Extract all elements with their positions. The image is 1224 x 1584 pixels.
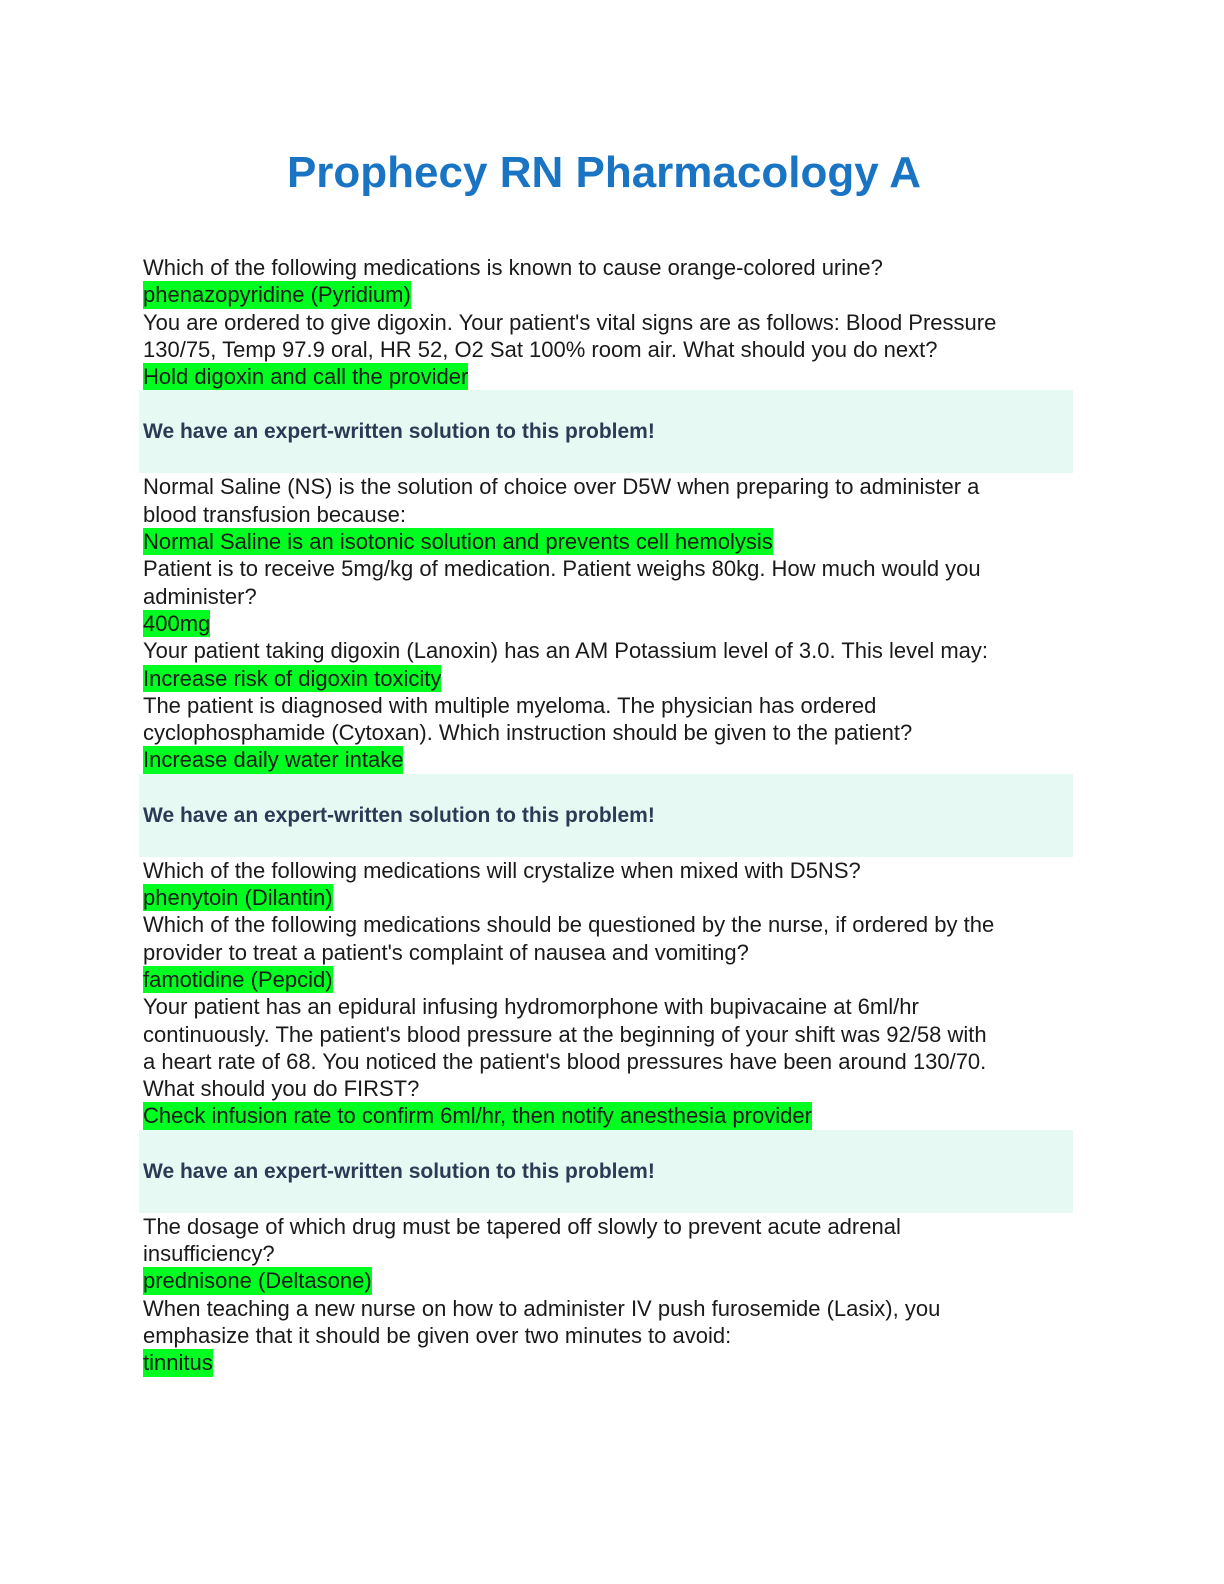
- answer-highlight: phenazopyridine (Pyridium): [143, 282, 411, 308]
- answer-highlight: Increase daily water intake: [143, 747, 404, 773]
- question-line: provider to treat a patient's complaint of nausea and vomiting?: [143, 939, 749, 965]
- page-title: Prophecy RN Pharmacology A: [286, 148, 922, 197]
- question-line: When teaching a new nurse on how to administer IV push furosemide (Lasix), you: [143, 1295, 941, 1321]
- answer-highlight: prednisone (Deltasone): [143, 1268, 372, 1294]
- question-line: insufficiency?: [143, 1241, 275, 1267]
- answer-highlight: Check infusion rate to confirm 6ml/hr, then notify anesthesia provider: [143, 1103, 812, 1129]
- solution-banner-text[interactable]: We have an expert-written solution to this problem!: [143, 803, 655, 827]
- question-line: a heart rate of 68. You noticed the patient's blood pressures have been around 130/70.: [143, 1048, 987, 1074]
- answer-highlight: tinnitus: [143, 1350, 213, 1376]
- answer-highlight: famotidine (Pepcid): [143, 966, 333, 992]
- question-line: What should you do FIRST?: [143, 1076, 420, 1102]
- question-line: Your patient has an epidural infusing hydromorphone with bupivacaine at 6ml/hr: [143, 994, 919, 1020]
- question-line: continuously. The patient's blood pressure at the beginning of your shift was 92/58 with: [143, 1021, 987, 1047]
- solution-banner[interactable]: [139, 1130, 1073, 1213]
- question-line: blood transfusion because:: [143, 501, 406, 527]
- answer-highlight: phenytoin (Dilantin): [143, 885, 333, 911]
- question-line: Your patient taking digoxin (Lanoxin) has an AM Potassium level of 3.0. This level may:: [143, 638, 989, 664]
- answer-highlight: Normal Saline is an isotonic solution and prevents cell hemolysis: [143, 529, 773, 555]
- question-line: 130/75, Temp 97.9 oral, HR 52, O2 Sat 100% room air. What should you do next?: [143, 336, 938, 362]
- question-line: Which of the following medications should be questioned by the nurse, if ordered by the: [143, 912, 995, 938]
- solution-banner[interactable]: [139, 774, 1073, 857]
- answer-highlight: 400mg: [143, 610, 211, 636]
- answer-highlight: Hold digoxin and call the provider: [143, 364, 469, 390]
- question-line: Which of the following medications is known to cause orange-colored urine?: [143, 255, 883, 280]
- question-line: Patient is to receive 5mg/kg of medication. Patient weighs 80kg. How much would you: [143, 556, 981, 582]
- solution-banner[interactable]: [139, 390, 1073, 473]
- question-line: You are ordered to give digoxin. Your patient's vital signs are as follows: Blood Pressure: [143, 309, 997, 335]
- solution-banner-text[interactable]: We have an expert-written solution to this problem!: [143, 1159, 655, 1183]
- question-line: administer?: [143, 583, 257, 609]
- question-line: The patient is diagnosed with multiple myeloma. The physician has ordered: [143, 692, 877, 718]
- question-line: Which of the following medications will crystalize when mixed with D5NS?: [143, 857, 861, 883]
- question-line: cyclophosphamide (Cytoxan). Which instruction should be given to the patient?: [143, 720, 913, 746]
- document-body: [143, 254, 1078, 1377]
- question-line: Normal Saline (NS) is the solution of choice over D5W when preparing to administer a: [143, 474, 980, 500]
- question-line: emphasize that it should be given over two minutes to avoid:: [143, 1322, 732, 1348]
- solution-banner-text[interactable]: We have an expert-written solution to this problem!: [143, 420, 655, 444]
- answer-highlight: Increase risk of digoxin toxicity: [143, 665, 442, 691]
- question-line: The dosage of which drug must be tapered off slowly to prevent acute adrenal: [143, 1213, 901, 1239]
